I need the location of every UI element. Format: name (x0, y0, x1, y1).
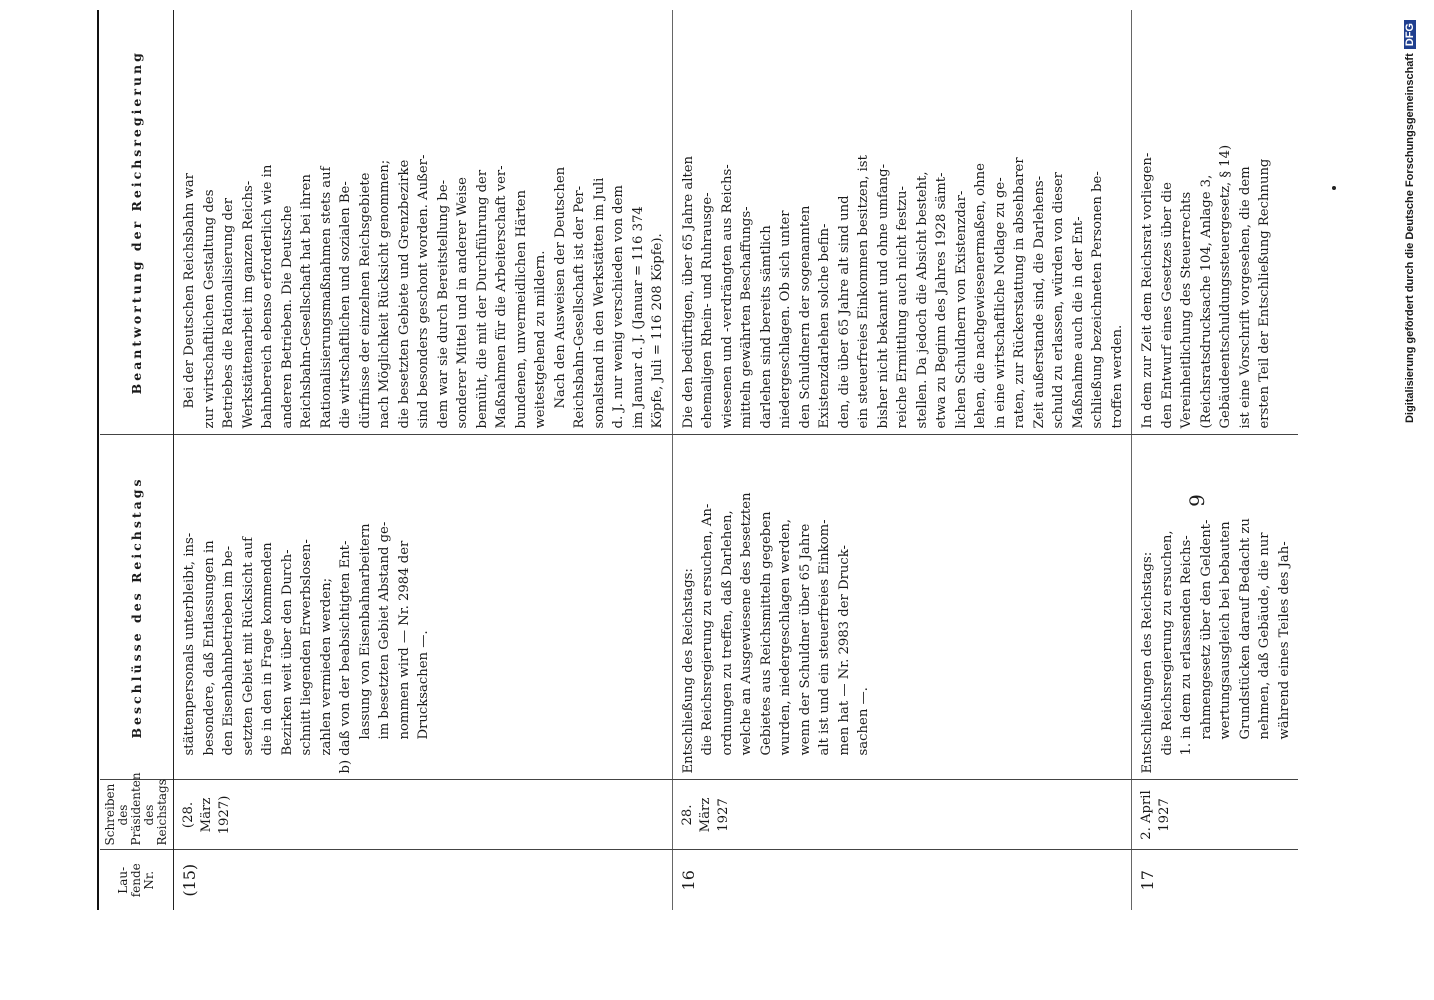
response-line: Zeit außerstande sind, die Darlehens- (1031, 175, 1047, 429)
response-line: Nach den Ausweisen der Deutschen (552, 166, 568, 409)
table-row (174, 10, 673, 910)
response-line: ehemaligen Rhein- und Ruhrausge- (700, 192, 715, 429)
response-line: ist eine Vorschrift vorgesehen, die dem (1237, 166, 1253, 429)
response-line: den, die über 65 Jahre alt sind und (836, 195, 852, 429)
response-line: bundenen, unvermeidlichen Härten (513, 190, 529, 429)
response-line: Maßnahmen für die Arbeiterschaft ver- (494, 165, 509, 429)
resolution-line: b) daß von der beabsichtigten Ent- (338, 540, 353, 774)
resolution-line: schnitt liegenden Erwerbslosen- (299, 539, 314, 756)
resolution-line: setzten Gebiet mit Rücksicht auf (240, 536, 256, 756)
resolution-line: Gebietes aus Reichsmitteln gegeben (758, 511, 774, 756)
resolution-line: wertungsausgleich bei bebauten (1218, 521, 1233, 740)
response-line: (Reichsratsdrucksache 104, Anlage 3, (1198, 174, 1214, 429)
header-schreiben: Schreiben des Präsidenten des Reichstags (100, 780, 174, 850)
row-date: (28. März 1927) (174, 780, 673, 850)
response-line: sonalstand in den Werkstätten im Juli (591, 177, 607, 429)
response-line: dürfnisse der einzelnen Reichsgebiete (357, 172, 373, 429)
response-line: raten, zur Rückerstattung in absehbarer (1012, 157, 1027, 429)
response-line: troffen werden. (1109, 324, 1125, 429)
page-number: 9 (1185, 493, 1209, 507)
header-row (100, 10, 174, 910)
dfg-badge: DFG (1404, 20, 1416, 49)
response-line: darlehen sind bereits sämtlich (758, 225, 774, 429)
resolution-line: sachen —. (856, 687, 871, 756)
header-beantwortung: Beantwortung der Reichsregierung (100, 10, 174, 435)
resolution-line: die Reichsregierung zu ersuchen, (1159, 530, 1175, 756)
resolution-cell (672, 435, 1132, 780)
digitization-note (1400, 0, 1422, 1000)
resolution-line: Entschließungen des Reichstags: (1140, 551, 1155, 774)
response-line: etwa zu Beginn des Jahres 1928 sämt- (934, 172, 949, 429)
response-line: Werkstättenarbeit im ganzen Reichs- (240, 180, 256, 429)
response-line: sind besonders geschont worden. Außer- (416, 154, 431, 429)
resolution-line: die in den in Frage kommenden (260, 542, 275, 756)
response-line: dem war sie durch Bereitstellung be- (435, 179, 451, 429)
response-line: nach Möglichkeit Rücksicht genommen; (377, 159, 392, 429)
response-line: d. J. nur wenig verschieden von dem (611, 185, 626, 429)
response-line: den Entwurf eines Gesetzes über die (1159, 182, 1175, 429)
table-top-rule (97, 10, 99, 910)
response-line: in eine wirtschaftliche Notlage zu ge- (992, 177, 1008, 429)
resolution-line: nommen wird — Nr. 2984 der (396, 540, 412, 740)
response-line: ein steuerfreies Einkommen besitzen, ist (856, 155, 871, 429)
resolution-line: die Reichsregierung zu ersuchen, An- (700, 503, 715, 756)
response-cell (1132, 10, 1299, 435)
response-line: stellen. Da jedoch die Absicht besteht, (914, 171, 930, 429)
table-row (1132, 10, 1299, 910)
resolution-line: alt ist und ein steuerfreies Einkom- (817, 519, 832, 756)
response-line: Die den bedürftigen, über 65 Jahre alten (680, 155, 696, 429)
resolution-line: wurden, niedergeschlagen werden, (778, 518, 793, 756)
response-line: mitteln gewährten Beschaffungs- (739, 206, 754, 429)
resolution-line: welche an Ausgewiesene des besetzten (739, 492, 754, 756)
resolution-line: im besetzten Gebiet Abstand ge- (377, 521, 392, 740)
response-line: ersten Teil der Entschließung Rechnung (1257, 158, 1272, 429)
resolution-line: den Eisenbahnbetrieben im be- (221, 545, 236, 756)
resolution-line: Drucksachen —. (416, 630, 431, 740)
response-line: zur wirtschaftlichen Gestaltung des (201, 189, 217, 429)
response-line: Maßnahme auch die in der Ent- (1070, 216, 1086, 429)
header-lfd: Lau- fende Nr. (100, 850, 174, 910)
response-line: reiche Ermittlung auch nicht festzu- (895, 186, 910, 429)
response-line: Rationalisierungsmaßnahmen stets auf (318, 166, 334, 429)
resolution-line: ordnungen zu treffen, daß Darlehen, (719, 510, 735, 756)
response-line: Gebäudeentschuldungssteuergesetz, § 14) (1218, 144, 1233, 429)
resolution-line: lassung von Eisenbahnarbeitern (357, 523, 373, 740)
response-line: In dem zur Zeit dem Reichsrat vorliegen- (1140, 152, 1155, 429)
response-line: schuld zu erlassen, würden von dieser (1051, 172, 1066, 429)
row-number: 17 (1132, 850, 1299, 910)
response-line: weitestgehend zu mildern. (533, 250, 548, 429)
resolution-line: nehmen, daß Gebäude, die nur (1257, 532, 1272, 740)
response-line: Betriebes die Rationalisierung der (221, 197, 236, 429)
response-line: lehen, die nachgewiesenermaßen, ohne (973, 163, 988, 429)
resolution-line: während eines Teiles des Jah- (1276, 541, 1292, 740)
response-line: schließung bezeichneten Personen be- (1090, 171, 1105, 429)
resolution-line: Grundstücken darauf Bedacht zu (1237, 518, 1253, 740)
response-line: Reichsbahn-Gesellschaft ist der Per- (572, 185, 587, 429)
response-line: sonderer Mittel und in anderer Weise (455, 177, 470, 429)
row-number: 16 (672, 850, 1132, 910)
response-line: die wirtschaftlichen und sozialen Be- (338, 181, 353, 429)
response-line: Vereinheitlichung des Steuerrechts (1179, 191, 1194, 429)
response-line: den Schuldnern der sogenannten (797, 205, 813, 429)
response-line: bemüht, die mit der Durchführung der (474, 169, 490, 429)
resolution-line: stättenpersonals unterbleibt, ins- (182, 532, 197, 756)
resolution-line: besondere, daß Entlassungen in (201, 540, 217, 756)
resolution-line: 1. in dem zu erlassenden Reichs- (1179, 535, 1194, 756)
resolution-line: wenn der Schuldner über 65 Jahre (797, 523, 813, 756)
ledger-table (100, 10, 1298, 910)
resolution-line: men hat — Nr. 2983 der Druck- (836, 545, 852, 756)
response-line: die besetzten Gebiete und Grenzbezirke (396, 159, 412, 429)
response-line: niedergeschlagen. Ob sich unter (778, 210, 793, 429)
response-line: Köpfe, Juli = 116 208 Köpfe). (650, 233, 665, 429)
response-line: lichen Schuldnern von Existenzdar- (953, 190, 969, 429)
resolution-cell (174, 435, 673, 780)
row-date: 2. April 1927 (1132, 780, 1299, 850)
response-cell (672, 10, 1132, 435)
response-line: bisher nicht bekannt und ohne umfang- (875, 163, 891, 429)
response-line: bahnbereich ebenso erforderlich wie in (260, 164, 275, 429)
response-line: wiesenen und -verdrängten aus Reichs- (719, 164, 735, 429)
scan-speck (1332, 186, 1336, 190)
response-line: im Januar d. J. (Januar = 116 374 (630, 206, 646, 429)
table-row (672, 10, 1132, 910)
response-line: anderen Betrieben. Die Deutsche (279, 205, 295, 429)
resolution-line: Entschließung des Reichstags: (680, 568, 696, 774)
digitization-text: Digitalisierung gefördert durch die Deutsche Forschungsgemeinschaft (1404, 53, 1416, 424)
rotated-document (100, 0, 1300, 1000)
response-line: Bei der Deutschen Reichsbahn war (182, 173, 197, 409)
resolution-cell (1132, 435, 1299, 780)
header-beschluesse: Beschlüsse des Reichstags (100, 435, 174, 780)
row-number: (15) (180, 863, 199, 897)
response-cell (174, 10, 673, 435)
resolution-line: rahmengesetz über den Geldent- (1198, 519, 1214, 740)
resolution-line: zahlen vermieden werden; (318, 577, 334, 756)
resolution-line: Bezirken weit über den Durch- (279, 549, 295, 756)
row-date: 28. März 1927 (672, 780, 1132, 850)
response-line: Existenzdarlehen solche befin- (817, 223, 832, 429)
response-line: Reichsbahn-Gesellschaft hat bei ihren (299, 174, 314, 429)
